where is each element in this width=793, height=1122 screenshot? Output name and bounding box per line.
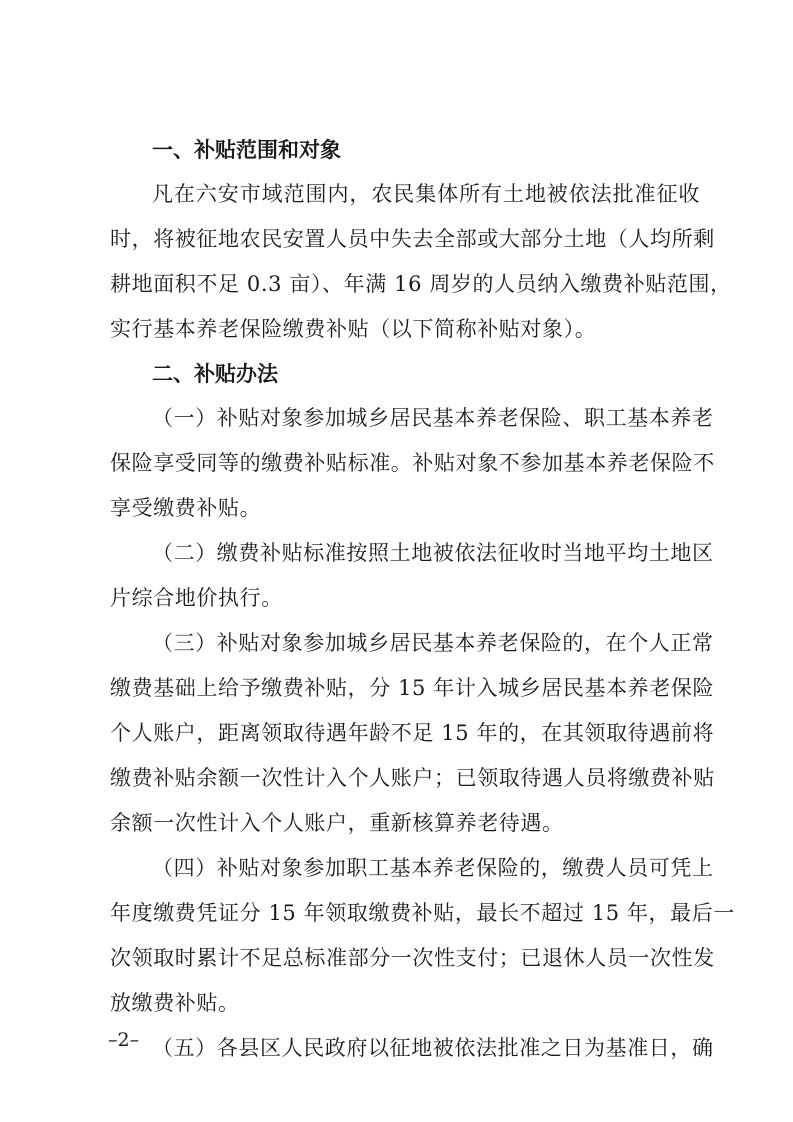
- text-line: （一）补贴对象参加城乡居民基本养老保险、职工基本养老: [152, 406, 714, 430]
- page-number: –2–: [108, 1029, 140, 1051]
- text-line: 耕地面积不足 0.3 亩）、年满 16 周岁的人员纳入缴费补贴范围，: [110, 272, 732, 296]
- paragraph-item-5: [110, 1026, 714, 1071]
- text-line: 次领取时累计不足总标准部分一次性支付；已退休人员一次性发: [110, 946, 715, 970]
- section-heading-2: 二、补贴办法: [152, 362, 278, 386]
- text-line: 实行基本养老保险缴费补贴（以下简称补贴对象）。: [110, 317, 597, 341]
- text-line: （三）补贴对象参加城乡居民基本养老保险的，在个人正常: [152, 631, 714, 655]
- text-line: 保险享受同等的缴费补贴标准。补贴对象不参加基本养老保险不: [110, 451, 715, 475]
- text-line: （四）补贴对象参加职工基本养老保险的，缴费人员可凭上: [152, 856, 714, 880]
- text-line: 缴费补贴余额一次性计入个人账户；已领取待遇人员将缴费补贴: [110, 766, 715, 790]
- text-line: 缴费基础上给予缴费补贴，分 15 年计入城乡居民基本养老保险: [110, 676, 715, 700]
- text-line: 凡在六安市域范围内，农民集体所有土地被依法批准征收: [152, 182, 700, 206]
- document-page: [110, 128, 735, 1071]
- paragraph-item-4: [110, 846, 735, 1026]
- text-line: 时，将被征地农民安置人员中失去全部或大部分土地（人均所剩: [110, 227, 715, 251]
- text-line: （五）各县区人民政府以征地被依法批准之日为基准日，确: [152, 1036, 714, 1060]
- paragraph-scope: [110, 172, 732, 352]
- text-line: 片综合地价执行。: [110, 586, 283, 610]
- paragraph-item-1: [110, 396, 715, 531]
- paragraph-item-3: [110, 621, 715, 846]
- text-line: 个人账户，距离领取待遇年龄不足 15 年的，在其领取待遇前将: [110, 721, 715, 745]
- paragraph-item-2: [110, 531, 714, 621]
- text-line: 享受缴费补贴。: [110, 496, 262, 520]
- text-line: 年度缴费凭证分 15 年领取缴费补贴，最长不超过 15 年，最后一: [110, 901, 735, 925]
- section-heading-1: 一、补贴范围和对象: [152, 138, 341, 162]
- text-line: 余额一次性计入个人账户，重新核算养老待遇。: [110, 811, 564, 835]
- text-line: 放缴费补贴。: [110, 991, 240, 1015]
- text-line: （二）缴费补贴标准按照土地被依法征收时当地平均土地区: [152, 541, 714, 565]
